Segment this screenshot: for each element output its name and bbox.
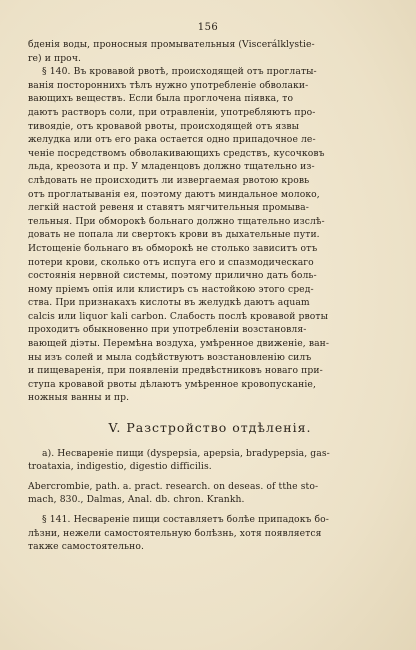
text-line: состоянія нервной системы, поэтому прилично дать боль- [28, 270, 317, 282]
subsection-a-heading [28, 447, 392, 474]
text-line: тивоядіе, отъ кровавой рвоты, происходящей отъ язвы [28, 120, 300, 132]
text-line: Истощеніе больнаго въ обморокѣ не столько зависитъ отъ [28, 242, 318, 254]
references [28, 480, 392, 507]
text-line: тельныя. При обморокѣ больнаго должно тщательно изслѣ- [28, 215, 325, 227]
text-line: также самостоятельно. [28, 541, 145, 553]
paragraph-141 [28, 513, 392, 554]
text-line: calcis или liquor kali carbon. Слабость послѣ кровавой рвоты [28, 310, 329, 322]
text-line: легкій настой ревеня и ставятъ мягчительныя промыва- [28, 202, 309, 214]
page-body [28, 38, 392, 554]
text-line: желудка или отъ его рака остается одно припадочное ле- [28, 134, 316, 146]
text-line: отъ проглатыванія ея, поэтому даютъ миндальное молоко, [28, 188, 320, 200]
text-line: бденія воды, проносныя промывательныя (Viscerálklystie- [28, 39, 315, 50]
text-line: лѣзни, нежели самостоятельную болѣзнь, хотя появляется [28, 527, 322, 539]
text-line: a). Несвареніе пищи (dyspepsia, apepsia, bradypepsia, gas- [42, 447, 330, 459]
text-line: даютъ растворъ соли, при отравленіи, употребляютъ про- [28, 106, 316, 118]
page-number: 156 [197, 22, 219, 33]
text-line: ванія постороннихъ тѣлъ нужно употребленіе обволаки- [28, 79, 309, 91]
text-line: проходитъ обыкновенно при употребленіи возстановля- [28, 324, 307, 336]
text-line: ченіе посредствомъ обволакивающихъ средствъ, кусочковъ [28, 147, 325, 159]
text-line: ному пріемъ опія или клистиръ съ настойкою этого сред- [28, 283, 314, 295]
text-line: и пищеваренія, при появленіи предвѣстниковъ новаго при- [28, 365, 323, 377]
text-line: mach, 830., Dalmas, Anal. db. chron. Krankh. [28, 494, 245, 506]
text-line: ступа кровавой рвоты дѣлаютъ умѣренное кровопусканіе, [28, 378, 316, 390]
text-line: § 141. Несвареніе пищи составляетъ болѣе припадокъ бо- [42, 514, 329, 525]
intro-fragment [28, 38, 392, 65]
text-line: льда, креозота и пр. У младенцовъ должно тщательно из- [28, 161, 315, 173]
text-line: слѣдовать не происходитъ ли извергаемая рвотою кровь [28, 174, 310, 186]
text-line: вающей діэты. Перемѣна воздуха, умѣренное движеніе, ван- [28, 338, 330, 350]
text-line: Abercrombie, path. a. pract. research. on deseas. of tthe sto- [28, 480, 319, 492]
text-line: re) и проч. [28, 52, 82, 64]
section-title: V. Разстройство отдѣленія. [108, 420, 312, 436]
text-line: troataxia, indigestio, digestio difficilis. [28, 461, 212, 473]
paragraph-140 [28, 65, 392, 405]
text-line: вающихъ веществъ. Если была проглочена піявка, то [28, 93, 294, 105]
text-line: потери крови, сколько отъ испуга его и спазмодическаго [28, 256, 314, 268]
text-line: ны изъ солей и мыла содѣйствуютъ возстановленію силъ [28, 351, 312, 363]
text-line: довать не попала ли свертокъ крови въ дыхательные пути. [28, 229, 320, 241]
text-line: ножныя ванны и пр. [28, 392, 130, 404]
text-line: ства. При признакахъ кислоты въ желудкѣ даютъ aquam [28, 297, 310, 309]
text-line: § 140. Въ кровавой рвотѣ, происходящей отъ проглаты- [42, 66, 317, 78]
